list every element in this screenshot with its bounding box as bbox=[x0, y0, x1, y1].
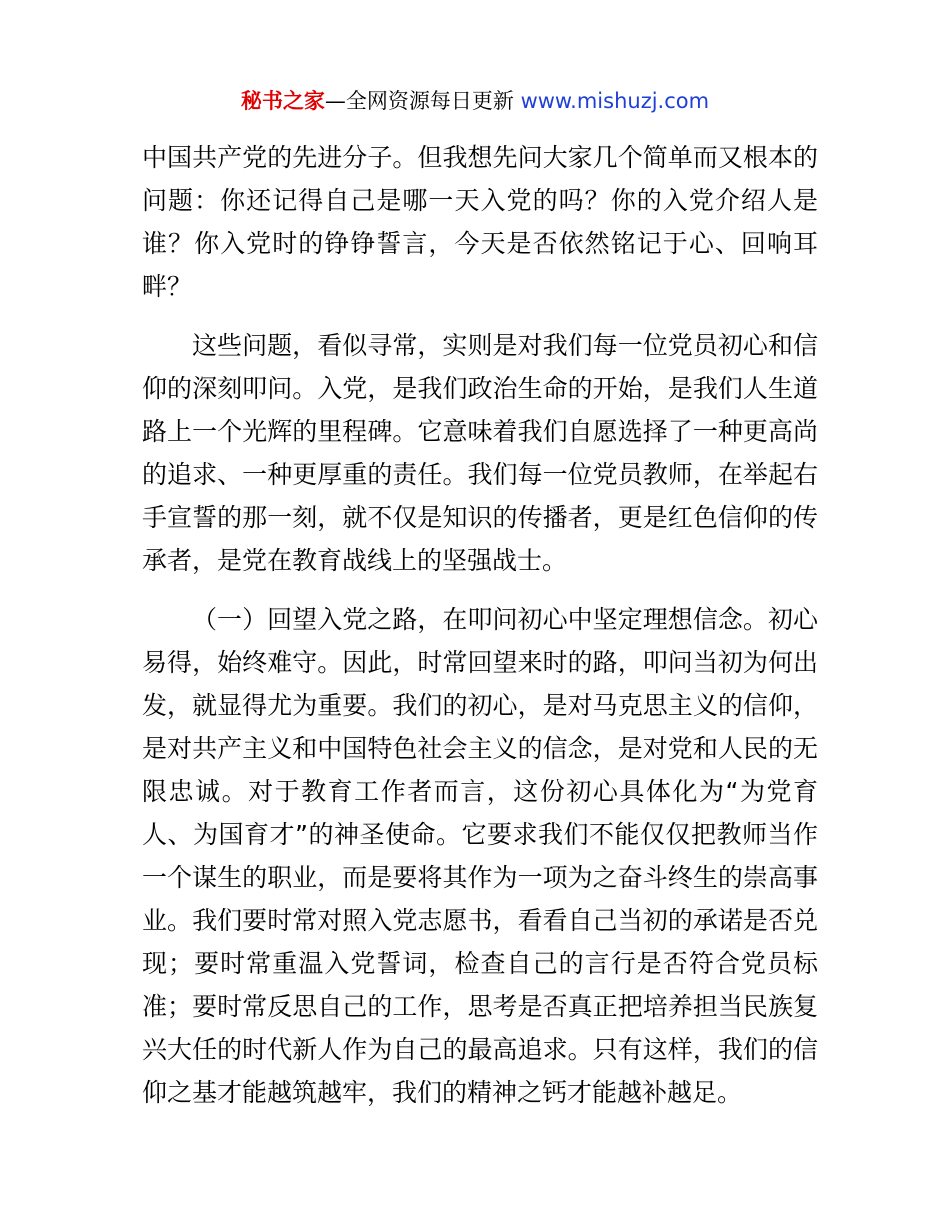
paragraph: 这些问题，看似寻常，实则是对我们每一位党员初心和信仰的深刻叩问。入党，是我们政治生命的开始，是我们人生道路上一个光辉的里程碑。它意味着我们自愿选择了一种更高尚的追求、一种更厚重的责任。我们每一位党员教师，在举起右手宣誓的那一刻，就不仅是知识的传播者，更是红色信仰的传承者，是党在教育战线上的坚强战士。 bbox=[142, 331, 818, 575]
header-slogan: —全网资源每日更新 bbox=[324, 89, 521, 113]
paragraph-continuation: 中国共产党的先进分子。但我想先问大家几个简单而又根本的问题：你还记得自己是哪一天入党的吗？你的入党介绍人是谁？你入党时的铮铮誓言，今天是否依然铭记于心、回响耳畔？ bbox=[142, 143, 818, 301]
document-body bbox=[142, 136, 818, 1114]
site-link[interactable]: www.mishuzj.com bbox=[520, 89, 710, 113]
page-header bbox=[0, 86, 950, 116]
brand-name: 秘书之家 bbox=[240, 89, 325, 113]
paragraph: （一）回望入党之路，在叩问初心中坚定理想信念。初心易得，始终难守。因此，时常回望来时的路，叩问当初为何出发，就显得尤为重要。我们的初心，是对马克思主义的信仰，是对共产主义和中国特色社会主义的信念，是对党和人民的无限忠诚。对于教育工作者而言，这份初心具体化为“为党育人、为国育才”的神圣使命。它要求我们不能仅仅把教师当作一个谋生的职业，而是要将其作为一项为之奋斗终生的崇高事业。我们要时常对照入党志愿书，看看自己当初的承诺是否兑现；要时常重温入党誓词，检查自己的言行是否符合党员标准；要时常反思自己的工作，思考是否真正把培养担当民族复兴大任的时代新人作为自己的最高追求。只有这样，我们的信仰之基才能越筑越牢，我们的精神之钙才能越补越足。 bbox=[142, 605, 818, 1107]
